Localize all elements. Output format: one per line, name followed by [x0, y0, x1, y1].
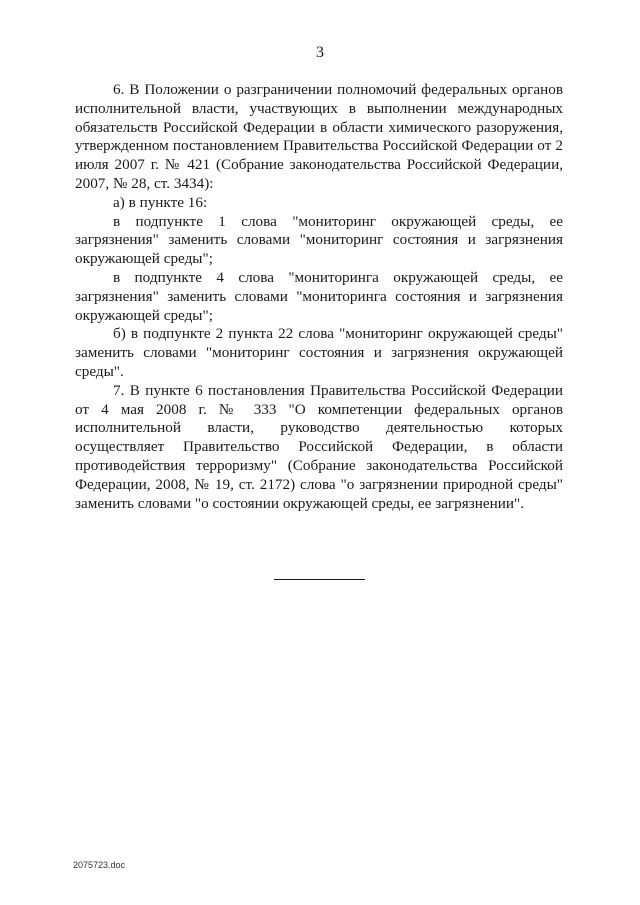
document-body — [75, 81, 563, 513]
paragraph-item-7: 7. В пункте 6 постановления Правительства Российской Федерации от 4 мая 2008 г. № 333 "О компетенции федеральных органов исполнительной власти, руководство деятельностью которых осуществляет Правительство Российской Федерации, в области противодействия терроризму" (Собрание законодательства Российской Федерации, 2008, № 19, ст. 2172) слова "о загрязнении природной среды" заменить словами "о состоянии окружающей среды, ее загрязнении". — [75, 381, 563, 512]
paragraph-item-6: 6. В Положении о разграничении полномочий федеральных органов исполнительной власти, участвующих в выполнении международных обязательств Российской Федерации в области химического разоружения, утвержденном постановлением Правительства Российской Федерации от 2 июля 2007 г. № 421 (Собрание законодательства Российской Федерации, 2007, № 28, ст. 3434): — [75, 81, 563, 192]
end-separator-line — [274, 579, 365, 580]
paragraph-subitem-b: б) в подпункте 2 пункта 22 слова "мониторинг окружающей среды" заменить словами "мониторинг состояния и загрязнения окружающей среды". — [75, 325, 563, 380]
paragraph-subpoint-4: в подпункте 4 слова "мониторинга окружающей среды, ее загрязнения" заменить словами "мониторинга состояния и загрязнения окружающей среды"; — [75, 268, 563, 324]
paragraph-subpoint-1: в подпункте 1 слова "мониторинг окружающей среды, ее загрязнения" заменить словами "мониторинг состояния и загрязнения окружающей среды"; — [75, 212, 563, 268]
footer-file-code: 2075723.doc — [73, 860, 126, 870]
page-number: 3 — [316, 44, 324, 61]
paragraph-subitem-a: а) в пункте 16: — [113, 193, 208, 211]
